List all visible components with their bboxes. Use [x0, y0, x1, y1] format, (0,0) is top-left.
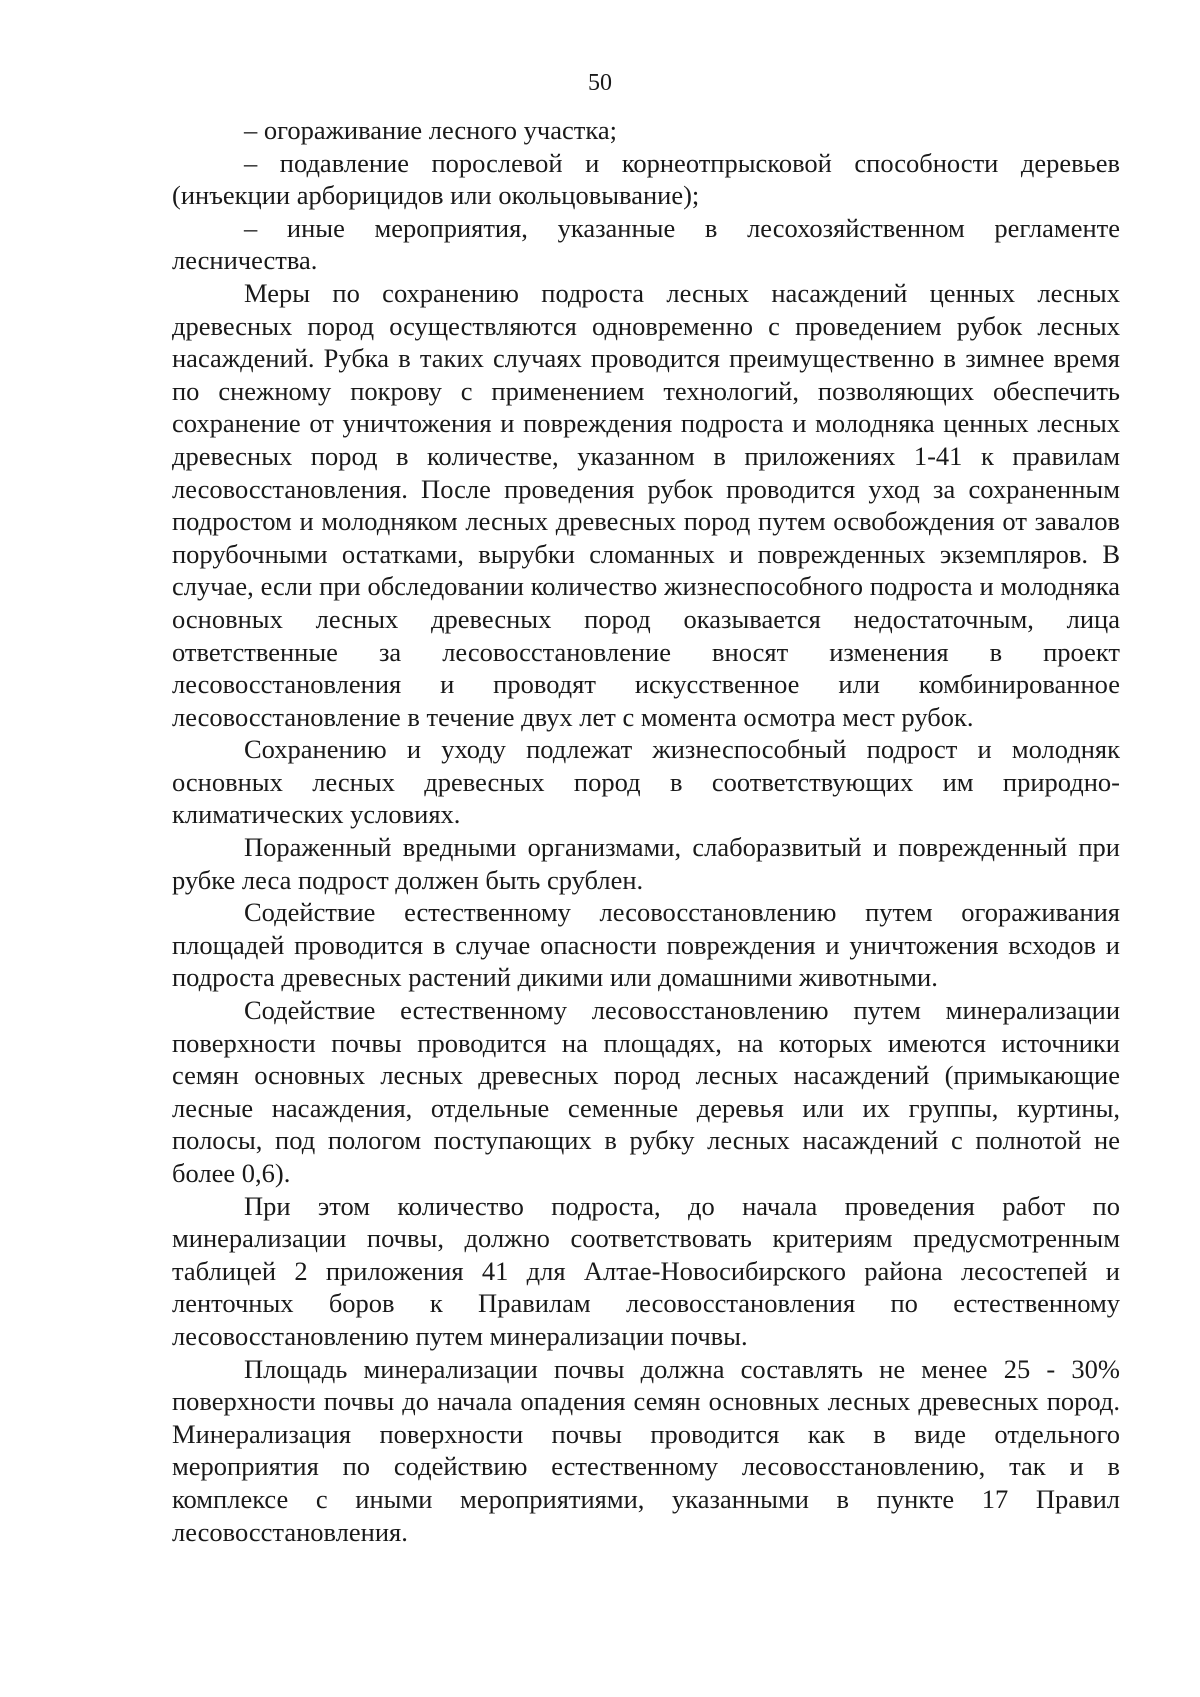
page-number: 50 [588, 70, 612, 96]
paragraph-undergrowth-preservation: Меры по сохранению подроста лесных насаждений ценных лесных древесных пород осуществляются одновременно с проведением рубок лесных насаждений. Рубка в таких случаях проводится преимущественно в зимнее время по снежному покрову с применением технологий, позволяющих обеспечить сохранение от уничтожения и повреждения подроста и молодняка ценных лесных древесных пород в количестве, указанном в приложениях 1-41 к правилам лесовосстановления. После проведения рубок проводится уход за сохраненным подростом и молодняком лесных древесных пород путем освобождения от завалов порубочными остатками, вырубки сломанных и поврежденных экземпляров. В случае, если при обследовании количество жизнеспособного подроста и молодняка основных лесных древесных пород оказывается недостаточным, лица ответственные за лесовосстановление вносят изменения в проект лесовосстановления и проводят искусственное или комбинированное лесовосстановление в течение двух лет с момента осмотра мест рубок. [172, 277, 1120, 732]
paragraph-other-measures: – иные мероприятия, указанные в лесохозяйственном регламенте лесничества. [172, 212, 1120, 276]
paragraph-undergrowth-criteria: При этом количество подроста, до начала проведения работ по минерализации почвы, должно соответствовать критериям предусмотренным таблицей 2 приложения 41 для Алтае-Новосибирского района лесостепей и ленточных боров к Правилам лесовосстановления по естественному лесовосстановлению путем минерализации почвы. [172, 1190, 1120, 1351]
paragraph-fencing: – огораживание лесного участка; [244, 115, 617, 145]
paragraph-soil-mineralization: Содействие естественному лесовосстановлению путем минерализации поверхности почвы проводится на площадях, на которых имеются источники семян основных лесных древесных пород лесных насаждений (примыкающие лесные насаждения, отдельные семенные деревья или их группы, куртины, полосы, под пологом поступающих в рубку лесных насаждений с полнотой не более 0,6). [172, 995, 1120, 1188]
paragraph-fencing-areas: Содействие естественному лесовосстановлению путем огораживания площадей проводится в случае опасности повреждения и уничтожения всходов и подроста древесных растений дикими или домашними животными. [172, 897, 1120, 993]
document-body [172, 114, 1120, 1548]
paragraph-care-subject: Сохранению и уходу подлежат жизнеспособный подрост и молодняк основных лесных древесных пород в соответствующих им природно-климатических условиях. [172, 734, 1120, 830]
paragraph-suppression: – подавление порослевой и корнеотпрысковой способности деревьев (инъекции арборицидов или окольцовывание); [172, 147, 1120, 211]
paragraph-damaged-undergrowth: Пораженный вредными организмами, слаборазвитый и поврежденный при рубке леса подрост должен быть срублен. [172, 832, 1120, 895]
paragraph-mineralization-area: Площадь минерализации почвы должна составлять не менее 25 - 30% поверхности почвы до начала опадения семян основных лесных древесных пород. Минерализация поверхности почвы проводится как в виде отдельного мероприятия по содействию естественному лесовосстановлению, так и в комплексе с иными мероприятиями, указанными в пункте 17 Правил лесовосстановления. [172, 1353, 1120, 1547]
